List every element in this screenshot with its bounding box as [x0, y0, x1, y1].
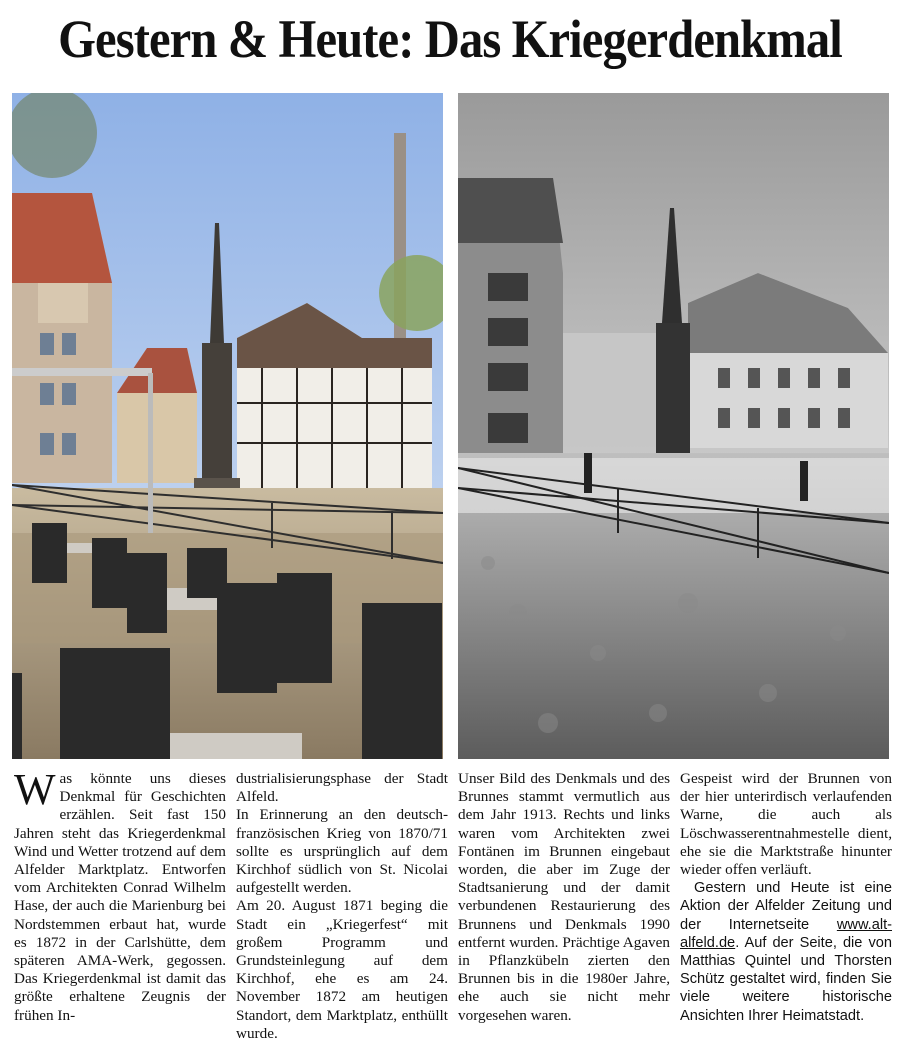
article-column-3	[458, 770, 670, 1025]
photo-past	[458, 93, 889, 759]
info-text-post: . Auf der Seite, die von Matthias Quintel und Thorsten Schütz gestaltet wird, finden Sie viele weitere historische Ansichten Ihrer Heimatstadt.	[680, 934, 892, 1024]
column-4-text: Gespeist wird der Brunnen von der hier unterirdisch verlaufenden Warne, die auch als Löschwasserentnahmestelle dient, ehe sie die Marktstraße hinunter wieder offen verläuft.	[680, 770, 892, 879]
headline: Gestern & Heute: Das Kriegerdenkmal	[58, 9, 842, 69]
photo-today	[12, 93, 443, 759]
column-2-paragraph-1: dustrialisierungsphase der Stadt Alfeld.	[236, 770, 448, 806]
column-3-text: Unser Bild des Denkmals und des Brunnes stammt vermutlich aus dem Jahr 1913. Rechts und links waren vom Architekten zwei Fontänen im Brunnen eingebaut worden, die aber im Zuge der Stadtsanierung und der damit verbundenen Restaurierung des Brunnens und Denkmals 1990 entfernt wurden. Prächtige Agaven in Pflanzkübeln zierten den Brunnen bis in die 1980er Jahre, ehe auch sie nicht mehr vorgesehen waren.	[458, 770, 670, 1024]
dropcap: W	[14, 765, 56, 814]
article-column-2	[236, 770, 448, 1043]
column-2-paragraph-3: Am 20. August 1871 beging die Stadt ein „Kriegerfest“ mit großem Programm und Grundsteinlegung auf dem Kirchhof, ehe es am 24. November 1872 am heutigen Standort, dem Marktplatz, enthüllt wurde.	[236, 897, 448, 1042]
article-column-1	[14, 765, 226, 1025]
column-2-paragraph-2: In Erinnerung an den deutsch-französischen Krieg von 1870/71 sollte es ursprünglich auf dem Kirchhof südlich von St. Nicolai aufgestellt werden.	[236, 806, 448, 897]
article-column-4	[680, 770, 892, 1025]
column-1-text: as könnte uns dieses Denkmal für Geschichten erzählen. Seit fast 150 Jahren steht das Kriegerdenkmal Wind und Wetter trotzend auf dem Alfelder Marktplatz. Entworfen vom Architekten Conrad Wilhelm Hase, der auch die Marienburg bei Nordstemmen erbaut hat, wurde es 1872 in der Carlshütte, dem späteren AMA-Werk, gegossen. Das Kriegerdenkmal ist damit das größte erhaltene Zeugnis der frühen In-	[14, 770, 226, 1024]
website-link[interactable]: www.alt-alfeld.de	[680, 916, 892, 951]
info-text-pre: Gestern und Heute ist eine Aktion der Alfelder Zeitung und der Internetseite	[680, 880, 892, 933]
info-box	[680, 879, 892, 1025]
